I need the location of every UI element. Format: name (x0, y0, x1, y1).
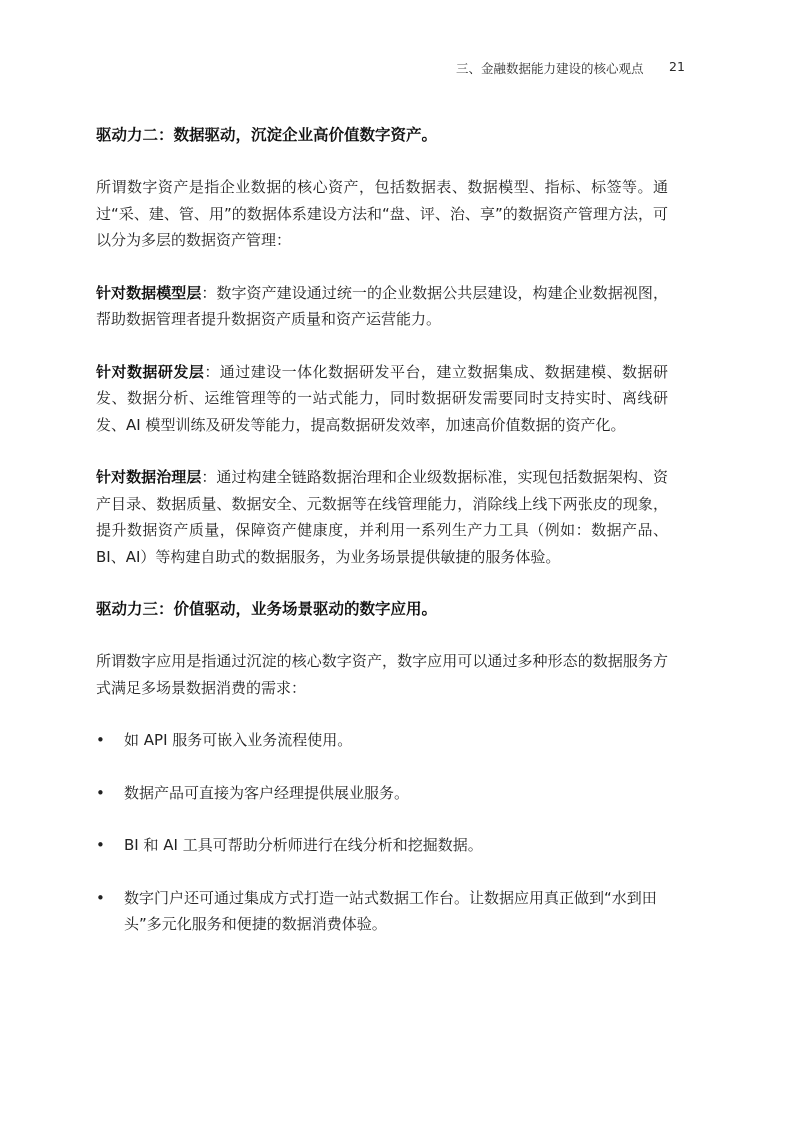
bullet-icon: • (96, 888, 105, 907)
governance-layer-label: 针对数据治理层 (96, 468, 202, 486)
governance-layer-text: ：通过构建全链路数据治理和企业级数据标准，实现包括数据架构、资产目录、数据质量、数据安全、元数据等在线管理能力，消除线上线下两张皮的现象，提升数据资产质量，保障资产健康度，并利用一系列生产力工具（例如：数据产品、BI、AI）等构建自助式的数据服务，为业务场景提供敏捷的服务体验。 (96, 468, 668, 566)
section-heading-driver-two: 驱动力二：数据驱动，沉淀企业高价值数字资产。 (96, 126, 438, 144)
model-layer-label: 针对数据模型层 (96, 283, 202, 302)
section-title: 三、金融数据能力建设的核心观点 (456, 61, 644, 76)
list-item (96, 885, 668, 938)
dev-layer-paragraph (96, 359, 668, 439)
bullet-icon: • (96, 731, 105, 749)
model-layer-text: ：数字资产建设通过统一的企业数据公共层建设，构建企业数据视图，帮助数据管理者提升数据资产质量和资产运营能力。 (96, 283, 668, 328)
list-item (96, 780, 668, 807)
list-item-text: BI 和 AI 工具可帮助分析师进行在线分析和挖掘数据。 (124, 836, 483, 854)
model-layer-paragraph (96, 280, 668, 333)
list-item-text: 如 API 服务可嵌入业务流程使用。 (124, 731, 353, 749)
governance-layer-paragraph (96, 464, 668, 570)
page-header (0, 59, 793, 79)
list-item-text: 数据产品可直接为客户经理提供展业服务。 (124, 783, 410, 802)
dev-layer-label: 针对数据研发层 (96, 362, 205, 381)
digital-assets-intro: 所谓数字资产是指企业数据的核心资产，包括数据表、数据模型、指标、标签等。通过“采、建、管、用”的数据体系建设方法和“盘、评、治、享”的数据资产管理方法，可以分为多层的数据资产管理： (96, 178, 668, 249)
application-forms-list (96, 727, 668, 938)
list-item (96, 832, 668, 859)
list-item-text: 数字门户还可通过集成方式打造一站式数据工作台。让数据应用真正做到“水到田头”多元化服务和便捷的数据消费体验。 (124, 888, 657, 933)
list-item (96, 727, 668, 754)
dev-layer-text: ：通过建设一体化数据研发平台，建立数据集成、数据建模、数据研发、数据分析、运维管理等的一站式能力，同时数据研发需要同时支持实时、离线研发、AI 模型训练及研发等能力，提高数据研发效率，加速高价值数据的资产化。 (96, 362, 668, 434)
bullet-icon: • (96, 783, 105, 802)
bullet-icon: • (96, 836, 105, 854)
page-content (96, 122, 668, 964)
page-number: 21 (669, 59, 685, 74)
section-heading-driver-three: 驱动力三：价值驱动，业务场景驱动的数字应用。 (96, 600, 438, 618)
digital-apps-intro: 所谓数字应用是指通过沉淀的核心数字资产，数字应用可以通过多种形态的数据服务方式满足多场景数据消费的需求： (96, 652, 668, 697)
